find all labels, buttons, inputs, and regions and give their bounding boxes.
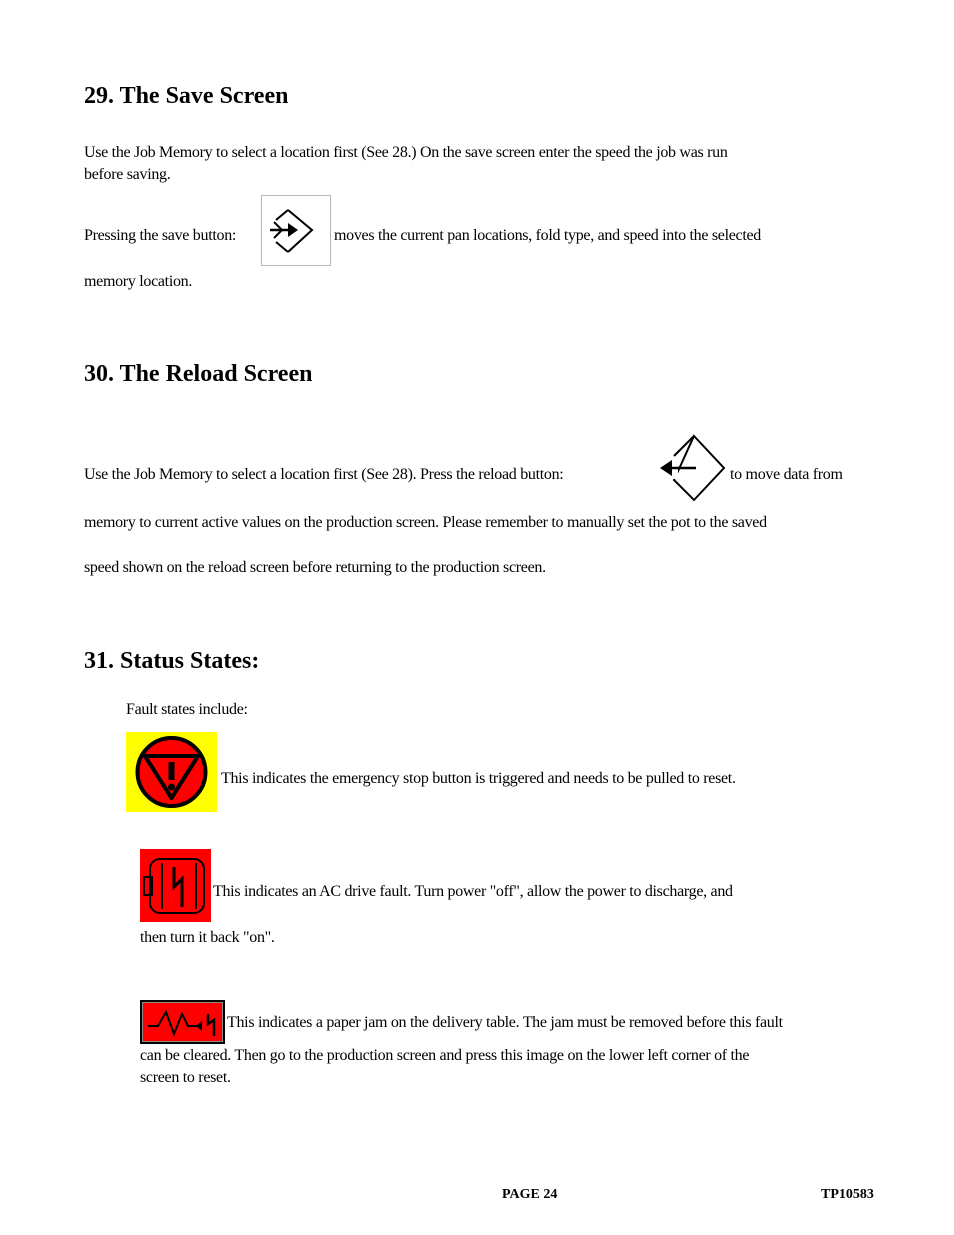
emergency-stop-icon <box>126 732 217 812</box>
fault-estop-text: This indicates the emergency stop button is triggered and needs to be pulled to reset. <box>221 770 736 787</box>
ac-drive-fault-icon <box>140 849 211 922</box>
heading-save-screen: 29. The Save Screen <box>84 83 289 109</box>
document-id: TP10583 <box>821 1187 874 1202</box>
fault-ac-drive-line1: This indicates an AC drive fault. Turn power "off", allow the power to discharge, and <box>213 883 733 900</box>
page-number: PAGE 24 <box>502 1187 558 1202</box>
heading-reload-screen: 30. The Reload Screen <box>84 361 313 387</box>
save-intro-line2: before saving. <box>84 166 171 183</box>
heading-status-states: 31. Status States: <box>84 648 260 674</box>
save-press-suffix: moves the current pan locations, fold type, and speed into the selected <box>334 227 762 244</box>
reload-line3: speed shown on the reload screen before returning to the production screen. <box>84 559 546 576</box>
save-press-prefix: Pressing the save button: <box>84 227 237 244</box>
fault-paper-jam-line2: can be cleared. Then go to the production screen and press this image on the lower left corner of the <box>140 1047 750 1064</box>
fault-paper-jam-line1: This indicates a paper jam on the delivery table. The jam must be removed before this fault <box>227 1014 783 1031</box>
fault-paper-jam-line3: screen to reset. <box>140 1069 231 1086</box>
save-press-line2: memory location. <box>84 273 193 290</box>
fault-ac-drive-line2: then turn it back "on". <box>140 929 275 946</box>
reload-line1-suffix: to move data from <box>730 466 843 483</box>
reload-button-icon <box>656 432 728 504</box>
paper-jam-icon <box>140 1000 225 1044</box>
save-button-icon <box>261 195 331 266</box>
fault-intro: Fault states include: <box>126 701 248 718</box>
reload-line2: memory to current active values on the production screen. Please remember to manually set the pot to the saved <box>84 514 767 531</box>
save-intro-line1: Use the Job Memory to select a location first (See 28.) On the save screen enter the speed the job was run <box>84 144 728 161</box>
reload-line1-prefix: Use the Job Memory to select a location first (See 28). Press the reload button: <box>84 466 564 483</box>
